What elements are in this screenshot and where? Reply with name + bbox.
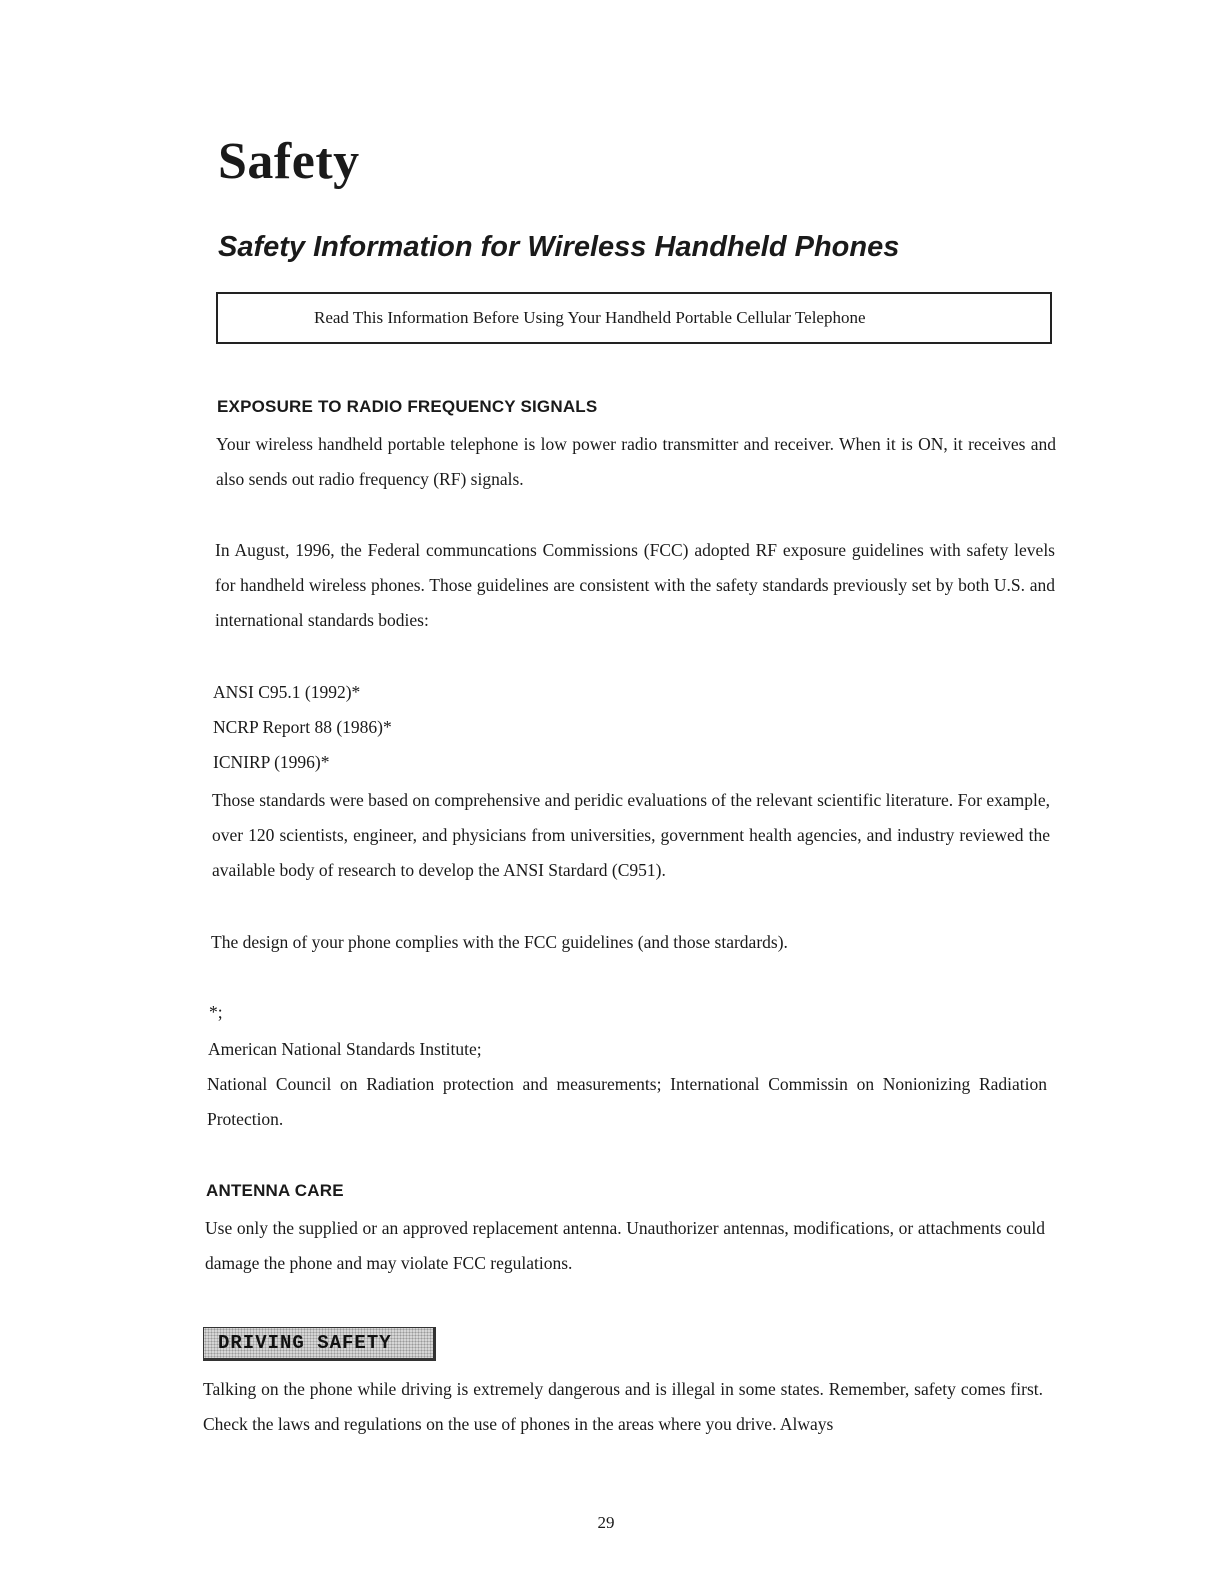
exposure-heading: EXPOSURE TO RADIO FREQUENCY SIGNALS: [217, 397, 598, 416]
standard-item-ansi: ANSI C95.1 (1992)*: [213, 682, 361, 702]
footnote-mark: *;: [209, 1002, 223, 1022]
exposure-paragraph-3: Those standards were based on comprehensive and peridic evaluations of the relevant scientific literature. For example, over 120 scientists, engineer, and physicians from universities, government health agencies, and industry reviewed the available body of research to develop the ANSI Stardard (C951).: [212, 790, 1050, 880]
antenna-heading: ANTENNA CARE: [206, 1181, 344, 1200]
driving-safety-badge: [203, 1327, 436, 1361]
footnote-line-1: American National Standards Institute;: [208, 1039, 482, 1059]
page-number: 29: [597, 1513, 615, 1532]
exposure-paragraph-2: In August, 1996, the Federal communcations Commissions (FCC) adopted RF exposure guidelines with safety levels for handheld wireless phones. Those guidelines are consistent with the safety standards previously set by both U.S. and international standards bodies:: [215, 540, 1055, 630]
driving-safety-heading: DRIVING SAFETY: [218, 1332, 392, 1354]
page-subtitle: Safety Information for Wireless Handheld Phones: [218, 231, 900, 263]
page-title: Safety: [218, 133, 360, 190]
antenna-paragraph: Use only the supplied or an approved replacement antenna. Unauthorizer antennas, modifications, or attachments could damage the phone and may violate FCC regulations.: [205, 1218, 1045, 1273]
standard-item-ncrp: NCRP Report 88 (1986)*: [213, 717, 392, 737]
notice-box: [216, 292, 1052, 344]
standard-item-icnirp: ICNIRP (1996)*: [213, 752, 330, 772]
notice-text: Read This Information Before Using Your Handheld Portable Cellular Telephone: [314, 308, 866, 327]
footnote-line-2: National Council on Radiation protection and measurements; International Commissin on Nonionizing Radiation Protection.: [207, 1074, 1047, 1129]
driving-paragraph: Talking on the phone while driving is extremely dangerous and is illegal in some states. Remember, safety comes first. Check the laws and regulations on the use of phones in the areas where you drive. Always: [203, 1379, 1043, 1434]
exposure-paragraph-1: Your wireless handheld portable telephone is low power radio transmitter and receiver. When it is ON, it receives and also sends out radio frequency (RF) signals.: [216, 434, 1056, 489]
exposure-paragraph-4: The design of your phone complies with the FCC guidelines (and those stardards).: [211, 932, 788, 952]
